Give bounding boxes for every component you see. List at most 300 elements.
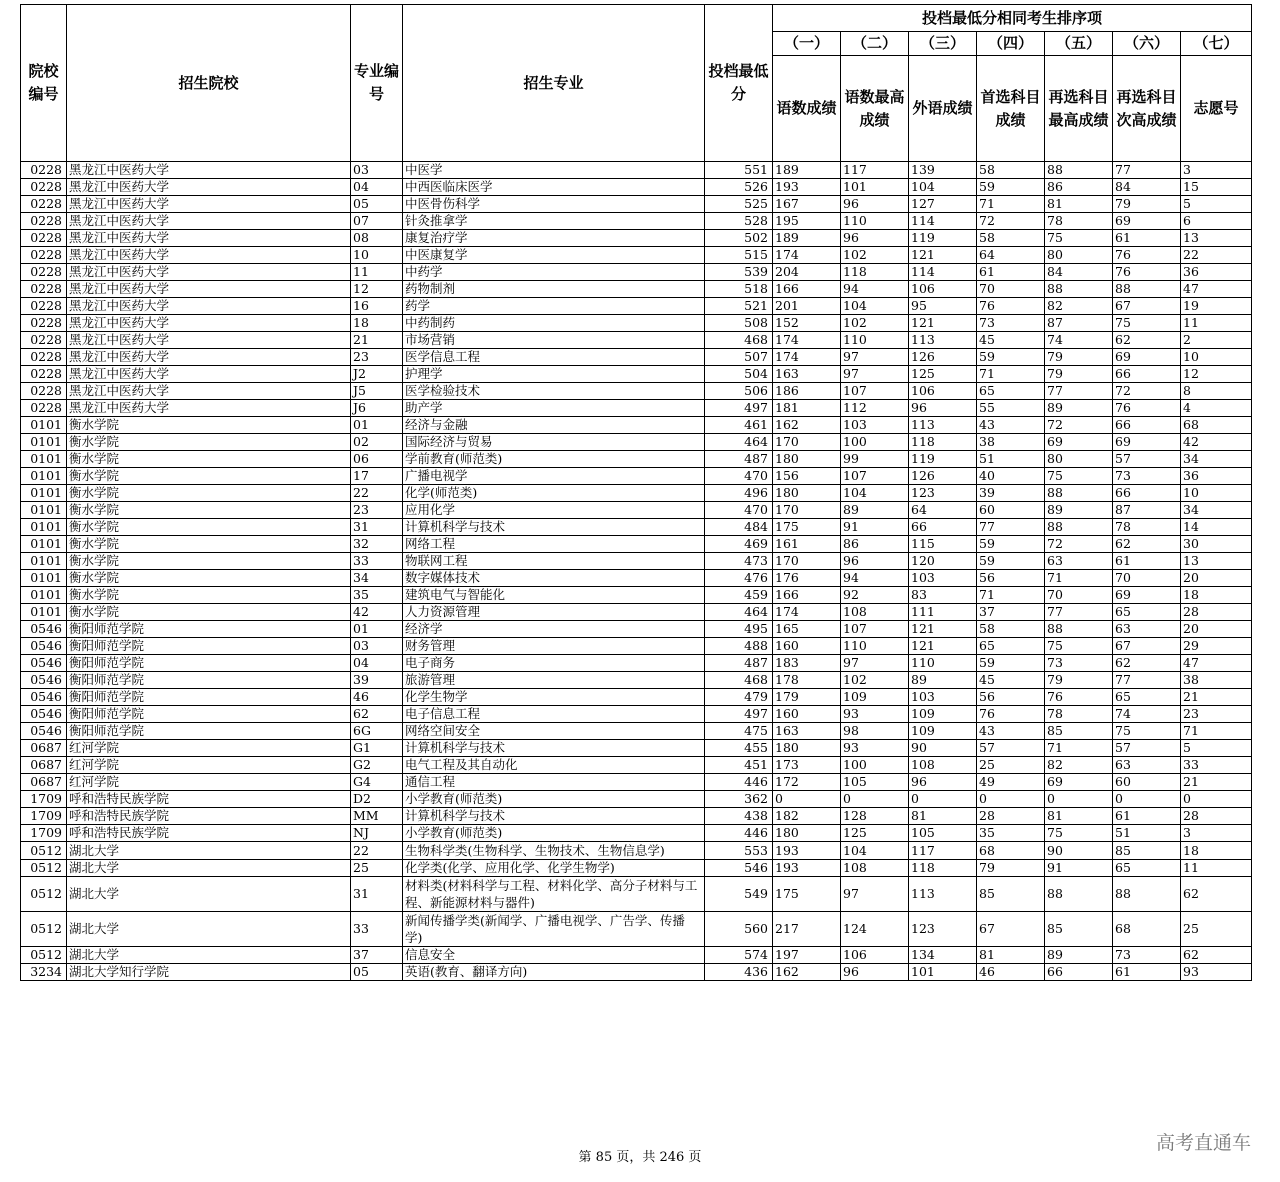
school-name-cell: 湖北大学 [67, 860, 351, 877]
preference-number-cell: 6 [1181, 213, 1252, 230]
chinese-math-max-cell: 101 [841, 179, 909, 196]
chinese-math-max-cell: 98 [841, 723, 909, 740]
first-subject-cell: 45 [977, 332, 1045, 349]
first-subject-cell: 60 [977, 502, 1045, 519]
table-row [21, 877, 1252, 912]
foreign-language-cell: 114 [909, 264, 977, 281]
major-code-cell: 12 [351, 281, 403, 298]
first-subject-cell: 64 [977, 247, 1045, 264]
major-name-cell: 中药制药 [403, 315, 705, 332]
first-subject-cell: 40 [977, 468, 1045, 485]
elective-max-cell: 66 [1045, 964, 1113, 981]
chinese-math-max-cell: 100 [841, 757, 909, 774]
chinese-math-max-cell: 102 [841, 315, 909, 332]
chinese-math-max-cell: 112 [841, 400, 909, 417]
major-code-cell: 46 [351, 689, 403, 706]
chinese-math-max-cell: 102 [841, 247, 909, 264]
foreign-language-cell: 101 [909, 964, 977, 981]
school-name-cell: 红河学院 [67, 757, 351, 774]
first-subject-cell: 51 [977, 451, 1045, 468]
foreign-language-cell: 139 [909, 162, 977, 179]
table-row [21, 860, 1252, 877]
school-code-cell: 0512 [21, 877, 67, 912]
chinese-math-cell: 201 [773, 298, 841, 315]
major-code-cell: 33 [351, 553, 403, 570]
preference-number-cell: 30 [1181, 536, 1252, 553]
chinese-math-cell: 180 [773, 485, 841, 502]
first-subject-cell: 58 [977, 230, 1045, 247]
chinese-math-cell: 182 [773, 808, 841, 825]
major-name-cell: 经济与金融 [403, 417, 705, 434]
preference-number-cell: 42 [1181, 434, 1252, 451]
chinese-math-max-cell: 96 [841, 230, 909, 247]
preference-number-cell: 29 [1181, 638, 1252, 655]
min-score-cell: 497 [705, 706, 773, 723]
preference-number-cell: 34 [1181, 502, 1252, 519]
preference-number-cell: 3 [1181, 825, 1252, 842]
school-name-cell: 黑龙江中医药大学 [67, 247, 351, 264]
foreign-language-cell: 96 [909, 774, 977, 791]
major-name-cell: 建筑电气与智能化 [403, 587, 705, 604]
chinese-math-cell: 189 [773, 162, 841, 179]
min-score-cell: 497 [705, 400, 773, 417]
table-row [21, 723, 1252, 740]
min-score-cell: 508 [705, 315, 773, 332]
elective-second-cell: 67 [1113, 298, 1181, 315]
first-subject-cell: 71 [977, 196, 1045, 213]
preference-number-cell: 10 [1181, 485, 1252, 502]
school-code-cell: 0512 [21, 860, 67, 877]
major-name-cell: 生物科学类(生物科学、生物技术、生物信息学) [403, 842, 705, 860]
major-code-cell: 16 [351, 298, 403, 315]
min-score-cell: 574 [705, 947, 773, 964]
elective-max-cell: 75 [1045, 230, 1113, 247]
elective-max-cell: 71 [1045, 740, 1113, 757]
elective-max-cell: 81 [1045, 196, 1113, 213]
elective-max-cell: 78 [1045, 213, 1113, 230]
chinese-math-max-cell: 96 [841, 196, 909, 213]
table-row [21, 366, 1252, 383]
foreign-language-cell: 110 [909, 655, 977, 672]
min-score-cell: 526 [705, 179, 773, 196]
first-subject-cell: 25 [977, 757, 1045, 774]
school-code-cell: 0512 [21, 842, 67, 860]
chinese-math-max-cell: 110 [841, 332, 909, 349]
school-name-cell: 衡水学院 [67, 434, 351, 451]
min-score-cell: 461 [705, 417, 773, 434]
elective-max-cell: 90 [1045, 842, 1113, 860]
chinese-math-cell: 166 [773, 281, 841, 298]
major-code-cell: 25 [351, 860, 403, 877]
school-code-cell: 0101 [21, 570, 67, 587]
school-name-cell: 黑龙江中医药大学 [67, 366, 351, 383]
chinese-math-cell: 174 [773, 332, 841, 349]
preference-number-cell: 23 [1181, 706, 1252, 723]
first-subject-cell: 37 [977, 604, 1045, 621]
elective-second-cell: 51 [1113, 825, 1181, 842]
chinese-math-cell: 160 [773, 638, 841, 655]
min-score-cell: 518 [705, 281, 773, 298]
preference-number-cell: 25 [1181, 912, 1252, 947]
first-subject-cell: 67 [977, 912, 1045, 947]
elective-max-cell: 88 [1045, 621, 1113, 638]
major-name-cell: 人力资源管理 [403, 604, 705, 621]
elective-max-cell: 80 [1045, 247, 1113, 264]
chinese-math-max-cell: 110 [841, 213, 909, 230]
foreign-language-cell: 127 [909, 196, 977, 213]
elective-max-cell: 86 [1045, 179, 1113, 196]
elective-max-cell: 88 [1045, 281, 1113, 298]
caption-chinese-math: 语数成绩 [773, 56, 841, 162]
chinese-math-max-cell: 104 [841, 485, 909, 502]
chinese-math-cell: 160 [773, 706, 841, 723]
min-score-cell: 438 [705, 808, 773, 825]
major-name-cell: 物联网工程 [403, 553, 705, 570]
chinese-math-max-cell: 108 [841, 860, 909, 877]
elective-max-cell: 91 [1045, 860, 1113, 877]
min-score-cell: 495 [705, 621, 773, 638]
min-score-cell: 504 [705, 366, 773, 383]
major-code-cell: MM [351, 808, 403, 825]
first-subject-cell: 43 [977, 723, 1045, 740]
caption-foreign-language: 外语成绩 [909, 56, 977, 162]
major-code-cell: 08 [351, 230, 403, 247]
elective-second-cell: 88 [1113, 281, 1181, 298]
chinese-math-cell: 166 [773, 587, 841, 604]
table-row [21, 740, 1252, 757]
order-header-6: （六） [1113, 32, 1181, 56]
elective-max-cell: 77 [1045, 604, 1113, 621]
table-row [21, 689, 1252, 706]
foreign-language-cell: 64 [909, 502, 977, 519]
major-name-cell: 电子信息工程 [403, 706, 705, 723]
first-subject-cell: 43 [977, 417, 1045, 434]
major-name-cell: 中药学 [403, 264, 705, 281]
major-name-cell: 医学检验技术 [403, 383, 705, 400]
elective-second-cell: 75 [1113, 723, 1181, 740]
elective-second-cell: 88 [1113, 877, 1181, 912]
chinese-math-cell: 180 [773, 451, 841, 468]
foreign-language-cell: 81 [909, 808, 977, 825]
elective-max-cell: 87 [1045, 315, 1113, 332]
major-code-cell: 05 [351, 196, 403, 213]
elective-second-cell: 79 [1113, 196, 1181, 213]
order-header-4: （四） [977, 32, 1045, 56]
table-row [21, 536, 1252, 553]
first-subject-cell: 49 [977, 774, 1045, 791]
major-name-cell: 网络空间安全 [403, 723, 705, 740]
chinese-math-cell: 161 [773, 536, 841, 553]
elective-max-cell: 63 [1045, 553, 1113, 570]
elective-max-cell: 81 [1045, 808, 1113, 825]
school-code-cell: 3234 [21, 964, 67, 981]
school-code-cell: 0101 [21, 434, 67, 451]
chinese-math-max-cell: 94 [841, 570, 909, 587]
table-row [21, 570, 1252, 587]
table-row [21, 281, 1252, 298]
first-subject-cell: 56 [977, 570, 1045, 587]
school-code-cell: 0228 [21, 366, 67, 383]
elective-second-cell: 78 [1113, 519, 1181, 536]
school-code-cell: 0228 [21, 332, 67, 349]
major-name-cell: 中医康复学 [403, 247, 705, 264]
chinese-math-cell: 173 [773, 757, 841, 774]
preference-number-cell: 28 [1181, 604, 1252, 621]
first-subject-cell: 76 [977, 706, 1045, 723]
school-code-cell: 0546 [21, 689, 67, 706]
chinese-math-max-cell: 102 [841, 672, 909, 689]
first-subject-cell: 59 [977, 536, 1045, 553]
major-name-cell: 经济学 [403, 621, 705, 638]
major-code-cell: J2 [351, 366, 403, 383]
table-row [21, 247, 1252, 264]
order-header-2: （二） [841, 32, 909, 56]
min-score-cell: 484 [705, 519, 773, 536]
first-subject-cell: 38 [977, 434, 1045, 451]
elective-max-cell: 85 [1045, 912, 1113, 947]
elective-max-cell: 71 [1045, 570, 1113, 587]
school-code-cell: 0101 [21, 468, 67, 485]
school-name-cell: 衡阳师范学院 [67, 689, 351, 706]
first-subject-cell: 46 [977, 964, 1045, 981]
first-subject-cell: 71 [977, 587, 1045, 604]
elective-max-cell: 72 [1045, 417, 1113, 434]
preference-number-cell: 62 [1181, 877, 1252, 912]
major-code-cell: G2 [351, 757, 403, 774]
chinese-math-max-cell: 96 [841, 553, 909, 570]
school-name-cell: 黑龙江中医药大学 [67, 349, 351, 366]
school-name-cell: 湖北大学知行学院 [67, 964, 351, 981]
school-code-cell: 0687 [21, 740, 67, 757]
chinese-math-max-cell: 97 [841, 366, 909, 383]
school-code-cell: 0228 [21, 162, 67, 179]
chinese-math-cell: 197 [773, 947, 841, 964]
foreign-language-cell: 96 [909, 400, 977, 417]
elective-second-cell: 73 [1113, 468, 1181, 485]
major-name-cell: 计算机科学与技术 [403, 808, 705, 825]
major-name-cell: 学前教育(师范类) [403, 451, 705, 468]
table-row [21, 825, 1252, 842]
elective-max-cell: 85 [1045, 723, 1113, 740]
chinese-math-max-cell: 125 [841, 825, 909, 842]
first-subject-cell: 71 [977, 366, 1045, 383]
school-code-cell: 1709 [21, 791, 67, 808]
major-name-cell: 数字媒体技术 [403, 570, 705, 587]
elective-second-cell: 62 [1113, 655, 1181, 672]
elective-second-cell: 73 [1113, 947, 1181, 964]
table-row [21, 417, 1252, 434]
major-name-cell: 针灸推拿学 [403, 213, 705, 230]
preference-number-cell: 13 [1181, 553, 1252, 570]
major-code-cell: G1 [351, 740, 403, 757]
elective-second-cell: 74 [1113, 706, 1181, 723]
school-name-cell: 衡水学院 [67, 502, 351, 519]
major-name-cell: 医学信息工程 [403, 349, 705, 366]
preference-number-cell: 8 [1181, 383, 1252, 400]
school-name-cell: 衡水学院 [67, 468, 351, 485]
min-score-cell: 476 [705, 570, 773, 587]
major-name-cell: 小学教育(师范类) [403, 791, 705, 808]
min-score-cell: 487 [705, 655, 773, 672]
chinese-math-max-cell: 109 [841, 689, 909, 706]
min-score-cell: 470 [705, 502, 773, 519]
first-subject-cell: 28 [977, 808, 1045, 825]
elective-second-cell: 87 [1113, 502, 1181, 519]
major-code-cell: 42 [351, 604, 403, 621]
chinese-math-cell: 195 [773, 213, 841, 230]
major-code-cell: J5 [351, 383, 403, 400]
col-major-code-header: 专业编号 [351, 5, 403, 162]
min-score-cell: 436 [705, 964, 773, 981]
major-code-cell: 23 [351, 349, 403, 366]
major-name-cell: 助产学 [403, 400, 705, 417]
major-code-cell: 22 [351, 842, 403, 860]
elective-second-cell: 66 [1113, 485, 1181, 502]
min-score-cell: 446 [705, 825, 773, 842]
preference-number-cell: 47 [1181, 655, 1252, 672]
chinese-math-max-cell: 99 [841, 451, 909, 468]
table-row [21, 774, 1252, 791]
table-row [21, 842, 1252, 860]
chinese-math-cell: 167 [773, 196, 841, 213]
min-score-cell: 546 [705, 860, 773, 877]
preference-number-cell: 38 [1181, 672, 1252, 689]
col-min-score-header: 投档最低分 [705, 5, 773, 162]
chinese-math-cell: 178 [773, 672, 841, 689]
major-code-cell: 06 [351, 451, 403, 468]
chinese-math-max-cell: 89 [841, 502, 909, 519]
chinese-math-cell: 179 [773, 689, 841, 706]
foreign-language-cell: 134 [909, 947, 977, 964]
chinese-math-cell: 170 [773, 553, 841, 570]
chinese-math-cell: 189 [773, 230, 841, 247]
chinese-math-cell: 175 [773, 519, 841, 536]
elective-max-cell: 70 [1045, 587, 1113, 604]
major-name-cell: 英语(教育、翻译方向) [403, 964, 705, 981]
first-subject-cell: 57 [977, 740, 1045, 757]
school-name-cell: 黑龙江中医药大学 [67, 298, 351, 315]
school-name-cell: 衡水学院 [67, 536, 351, 553]
school-code-cell: 0101 [21, 604, 67, 621]
major-name-cell: 中医骨伤科学 [403, 196, 705, 213]
first-subject-cell: 81 [977, 947, 1045, 964]
school-name-cell: 黑龙江中医药大学 [67, 332, 351, 349]
elective-second-cell: 69 [1113, 587, 1181, 604]
school-name-cell: 衡水学院 [67, 417, 351, 434]
school-code-cell: 0228 [21, 281, 67, 298]
major-code-cell: 18 [351, 315, 403, 332]
first-subject-cell: 73 [977, 315, 1045, 332]
school-name-cell: 衡阳师范学院 [67, 621, 351, 638]
foreign-language-cell: 120 [909, 553, 977, 570]
elective-max-cell: 80 [1045, 451, 1113, 468]
school-name-cell: 呼和浩特民族学院 [67, 808, 351, 825]
chinese-math-max-cell: 91 [841, 519, 909, 536]
major-code-cell: 21 [351, 332, 403, 349]
major-code-cell: 05 [351, 964, 403, 981]
first-subject-cell: 59 [977, 553, 1045, 570]
school-name-cell: 呼和浩特民族学院 [67, 791, 351, 808]
elective-max-cell: 78 [1045, 706, 1113, 723]
min-score-cell: 473 [705, 553, 773, 570]
school-code-cell: 0228 [21, 383, 67, 400]
major-code-cell: 04 [351, 655, 403, 672]
order-header-7: （七） [1181, 32, 1252, 56]
chinese-math-max-cell: 93 [841, 740, 909, 757]
major-code-cell: 10 [351, 247, 403, 264]
major-code-cell: 01 [351, 621, 403, 638]
min-score-cell: 551 [705, 162, 773, 179]
min-score-cell: 539 [705, 264, 773, 281]
table-row [21, 964, 1252, 981]
school-name-cell: 衡水学院 [67, 519, 351, 536]
chinese-math-max-cell: 92 [841, 587, 909, 604]
elective-second-cell: 70 [1113, 570, 1181, 587]
major-code-cell: 32 [351, 536, 403, 553]
school-code-cell: 0101 [21, 451, 67, 468]
preference-number-cell: 12 [1181, 366, 1252, 383]
elective-second-cell: 69 [1113, 213, 1181, 230]
major-name-cell: 电气工程及其自动化 [403, 757, 705, 774]
elective-second-cell: 57 [1113, 740, 1181, 757]
foreign-language-cell: 123 [909, 912, 977, 947]
table-row [21, 672, 1252, 689]
preference-number-cell: 18 [1181, 587, 1252, 604]
elective-second-cell: 76 [1113, 400, 1181, 417]
elective-second-cell: 62 [1113, 536, 1181, 553]
foreign-language-cell: 119 [909, 451, 977, 468]
admission-score-table [20, 4, 1252, 981]
chinese-math-cell: 170 [773, 434, 841, 451]
elective-second-cell: 68 [1113, 912, 1181, 947]
foreign-language-cell: 111 [909, 604, 977, 621]
elective-max-cell: 89 [1045, 947, 1113, 964]
school-code-cell: 0101 [21, 485, 67, 502]
chinese-math-cell: 170 [773, 502, 841, 519]
min-score-cell: 560 [705, 912, 773, 947]
school-name-cell: 衡水学院 [67, 485, 351, 502]
chinese-math-max-cell: 105 [841, 774, 909, 791]
chinese-math-max-cell: 94 [841, 281, 909, 298]
preference-number-cell: 34 [1181, 451, 1252, 468]
major-code-cell: 33 [351, 912, 403, 947]
chinese-math-cell: 180 [773, 740, 841, 757]
major-code-cell: 37 [351, 947, 403, 964]
major-name-cell: 计算机科学与技术 [403, 740, 705, 757]
min-score-cell: 362 [705, 791, 773, 808]
table-row [21, 791, 1252, 808]
table-row [21, 485, 1252, 502]
table-row [21, 179, 1252, 196]
elective-second-cell: 62 [1113, 332, 1181, 349]
table-row [21, 587, 1252, 604]
chinese-math-max-cell: 97 [841, 655, 909, 672]
major-code-cell: 02 [351, 434, 403, 451]
school-code-cell: 0546 [21, 621, 67, 638]
chinese-math-max-cell: 108 [841, 604, 909, 621]
elective-second-cell: 63 [1113, 757, 1181, 774]
major-code-cell: 31 [351, 877, 403, 912]
foreign-language-cell: 66 [909, 519, 977, 536]
table-row [21, 383, 1252, 400]
foreign-language-cell: 121 [909, 315, 977, 332]
min-score-cell: 506 [705, 383, 773, 400]
first-subject-cell: 0 [977, 791, 1045, 808]
school-name-cell: 黑龙江中医药大学 [67, 383, 351, 400]
elective-max-cell: 88 [1045, 162, 1113, 179]
chinese-math-cell: 165 [773, 621, 841, 638]
table-row [21, 434, 1252, 451]
